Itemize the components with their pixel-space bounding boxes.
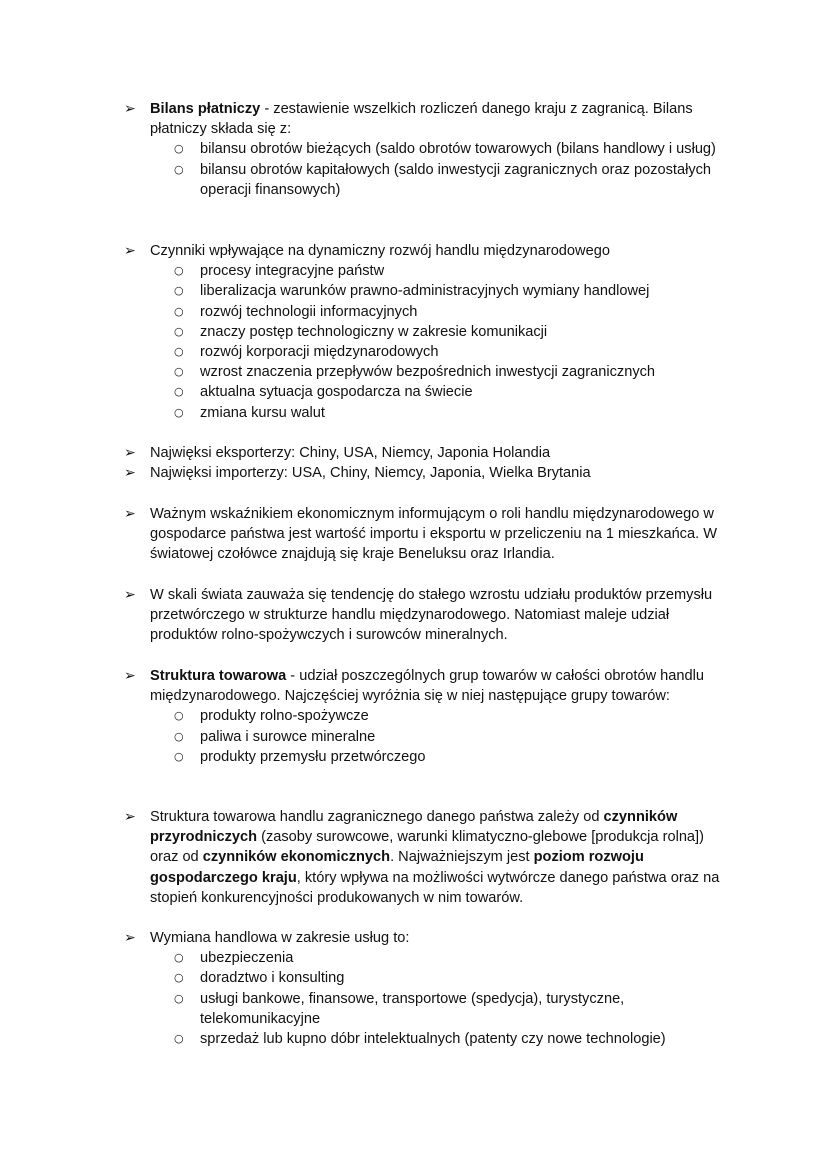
circle-bullet-icon: ○ bbox=[174, 709, 184, 723]
paragraph-text: Wymiana handlowa w zakresie usług to: bbox=[150, 930, 410, 946]
bullet-wskaznik bbox=[124, 504, 734, 565]
arrow-bullet-icon: ➢ bbox=[124, 243, 136, 259]
arrow-bullet-icon: ➢ bbox=[124, 445, 136, 461]
paragraph-text: Najwięksi importerzy: USA, Chiny, Niemcy, Japonia, Wielka Brytania bbox=[150, 465, 591, 481]
list-item: ○ aktualna sytuacja gospodarcza na świecie bbox=[124, 382, 734, 402]
list-item: ○ bilansu obrotów bieżących (saldo obrotów towarowych (bilans handlowy i usług) bbox=[124, 139, 734, 159]
paragraph-text: Struktura towarowa handlu zagranicznego danego państwa zależy od czynników przyrodniczych (zasoby surowcowe, warunki klimatyczno-glebowe [produkcja rolna]) oraz od czynników ekonomicznych. Najważniejszym jest poziom rozwoju gospodarczego kraju, który wpływa na możliwości wytwórcze danego państwa oraz na stopień konkurencyjności produkowanych w nim towarów. bbox=[150, 809, 720, 906]
list-item: ○ znaczy postęp technologiczny w zakresie komunikacji bbox=[124, 322, 734, 342]
arrow-bullet-icon: ➢ bbox=[124, 930, 136, 946]
paragraph-text: Najwięksi eksporterzy: Chiny, USA, Niemcy, Japonia Holandia bbox=[150, 445, 551, 461]
list-item: ○ bilansu obrotów kapitałowych (saldo inwestycji zagranicznych oraz pozostałych operacji finansowych) bbox=[174, 161, 712, 198]
bullet-struktura-towarowa bbox=[124, 666, 734, 767]
paragraph-text: W skali świata zauważa się tendencję do stałego wzrostu udziału produktów przemysłu przetwórczego w strukturze handlu międzynarodowego. Natomiast maleje udział produktów rolno-spożywczych i surowców mineralnych. bbox=[150, 587, 713, 644]
circle-bullet-icon: ○ bbox=[174, 324, 184, 338]
list-item: ○ sprzedaż lub kupno dóbr intelektualnych (patenty czy nowe technologie) bbox=[124, 1029, 734, 1049]
list-item: ○ liberalizacja warunków prawno-administracyjnych wymiany handlowej bbox=[124, 281, 734, 301]
circle-bullet-icon: ○ bbox=[174, 284, 184, 298]
list-item: ○ ubezpieczenia bbox=[124, 948, 734, 968]
arrow-bullet-icon: ➢ bbox=[124, 101, 136, 117]
circle-bullet-icon: ○ bbox=[174, 1032, 184, 1046]
bullet-struktura-zalezy bbox=[124, 807, 734, 908]
bullet-wymiana-uslug bbox=[124, 928, 734, 1049]
bold-term: czynników przyrodniczych bbox=[150, 809, 678, 846]
circle-bullet-icon: ○ bbox=[174, 264, 184, 278]
paragraph-text: Bilans płatniczy - zestawienie wszelkich rozliczeń danego kraju z zagranicą. Bilans płatniczy składa się z: bbox=[150, 101, 693, 138]
arrow-bullet-icon: ➢ bbox=[124, 587, 136, 603]
bullet-czynniki bbox=[124, 241, 734, 423]
circle-bullet-icon: ○ bbox=[174, 991, 184, 1005]
bold-term: czynników ekonomicznych bbox=[202, 849, 391, 866]
circle-bullet-icon: ○ bbox=[174, 142, 184, 156]
arrow-bullet-icon: ➢ bbox=[124, 465, 136, 481]
circle-bullet-icon: ○ bbox=[174, 345, 184, 359]
bullet-skala-swiata bbox=[124, 585, 734, 646]
bullet-eksporterzy bbox=[124, 443, 734, 463]
paragraph-text: Czynniki wpływające na dynamiczny rozwój handlu międzynarodowego bbox=[150, 243, 610, 259]
bold-term: poziom rozwoju gospodarczego kraju bbox=[150, 849, 644, 886]
list-item: ○ produkty przemysłu przetwórczego bbox=[124, 747, 734, 767]
arrow-bullet-icon: ➢ bbox=[124, 668, 136, 684]
list-item: ○ paliwa i surowce mineralne bbox=[124, 727, 734, 747]
bullet-bilans-platniczy bbox=[124, 99, 734, 200]
list-item: ○ rozwój korporacji międzynarodowych bbox=[124, 342, 734, 362]
arrow-bullet-icon: ➢ bbox=[124, 809, 136, 825]
list-item: ○ usługi bankowe, finansowe, transportowe (spedycja), turystyczne, telekomunikacyjne bbox=[174, 990, 625, 1027]
paragraph-text: Struktura towarowa - udział poszczególnych grup towarów w całości obrotów handlu międzynarodowego. Najczęściej wyróżnia się w niej następujące grupy towarów: bbox=[150, 668, 704, 705]
list-item: ○ wzrost znaczenia przepływów bezpośrednich inwestycji zagranicznych bbox=[124, 362, 734, 382]
circle-bullet-icon: ○ bbox=[174, 385, 184, 399]
sub-list bbox=[124, 261, 734, 423]
bullet-importerzy bbox=[124, 463, 734, 483]
sub-list bbox=[124, 139, 734, 200]
circle-bullet-icon: ○ bbox=[174, 749, 184, 763]
list-item: ○ produkty rolno-spożywcze bbox=[124, 706, 734, 726]
circle-bullet-icon: ○ bbox=[174, 365, 184, 379]
list-item: ○ zmiana kursu walut bbox=[124, 403, 734, 423]
list-item: ○ rozwój technologii informacyjnych bbox=[124, 302, 734, 322]
circle-bullet-icon: ○ bbox=[174, 162, 184, 176]
list-item: ○ procesy integracyjne państw bbox=[124, 261, 734, 281]
circle-bullet-icon: ○ bbox=[174, 729, 184, 743]
circle-bullet-icon: ○ bbox=[174, 971, 184, 985]
circle-bullet-icon: ○ bbox=[174, 951, 184, 965]
bold-term: Struktura towarowa bbox=[150, 668, 287, 684]
bold-term: Bilans płatniczy bbox=[150, 101, 261, 117]
arrow-bullet-icon: ➢ bbox=[124, 506, 136, 522]
sub-list bbox=[124, 948, 734, 1049]
list-item: ○ doradztwo i konsulting bbox=[124, 968, 734, 988]
sub-list bbox=[124, 706, 734, 767]
circle-bullet-icon: ○ bbox=[174, 405, 184, 419]
paragraph-text: Ważnym wskaźnikiem ekonomicznym informującym o roli handlu międzynarodowego w gospodarce państwa jest wartość importu i eksportu w przeliczeniu na 1 mieszkańca. W światowej czołówce znajdują się kraje Beneluksu oraz Irlandia. bbox=[150, 506, 717, 563]
circle-bullet-icon: ○ bbox=[174, 304, 184, 318]
